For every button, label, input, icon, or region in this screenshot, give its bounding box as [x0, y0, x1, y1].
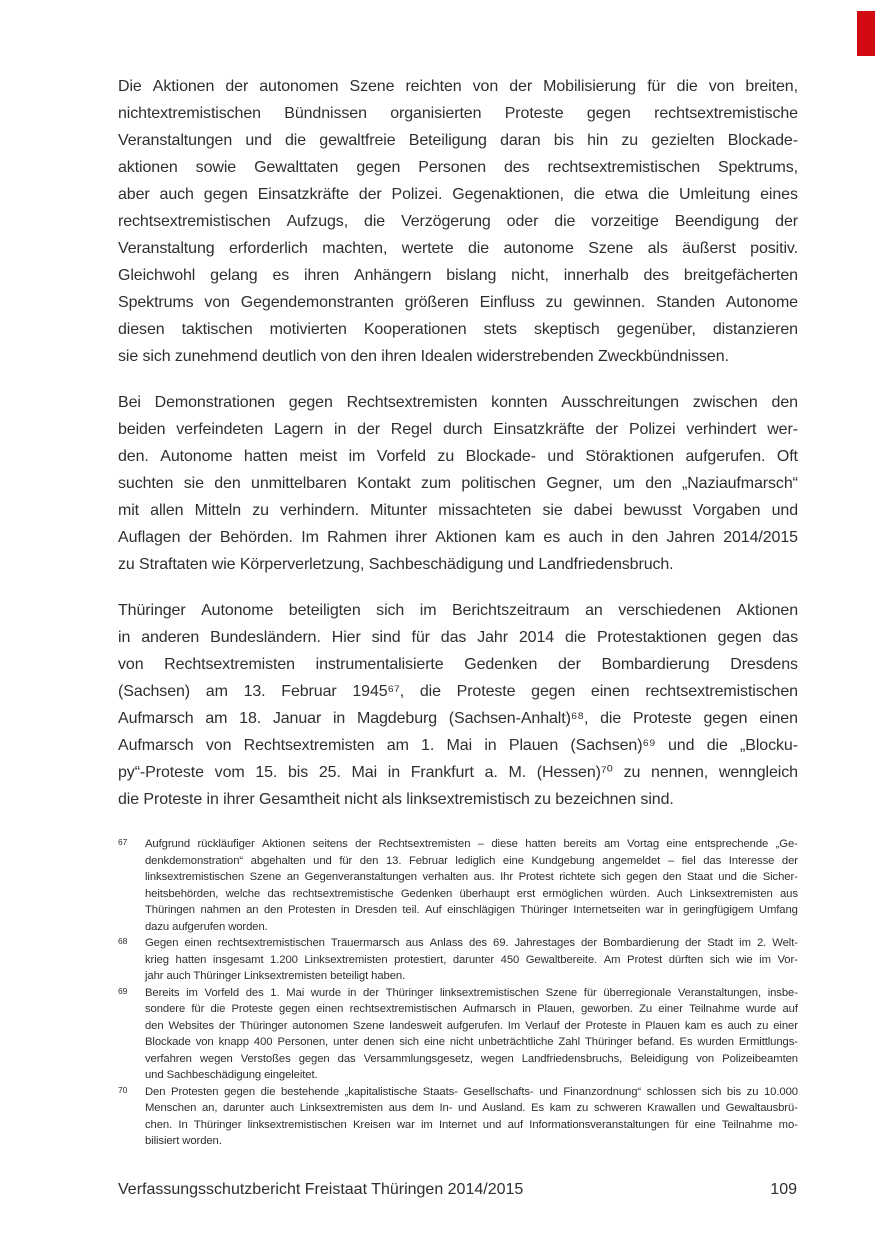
- text-line: Aufmarsch am 18. Januar in Magdeburg (Sachsen-Anhalt)⁶⁸, die Proteste gegen einen: [118, 710, 798, 727]
- paragraph: [118, 597, 798, 813]
- text-line: denkdemonstration“ abgehalten und für den 13. Februar lediglich eine Kundgebung angemeldet – fiel das Interesse der: [145, 854, 798, 867]
- footnote: [118, 935, 798, 985]
- text-line: die Proteste in ihrer Gesamtheit nicht als linksextremistisch zu bezeichnen sind.: [118, 791, 674, 808]
- footnote-text: [145, 935, 798, 985]
- text-line: (Sachsen) am 13. Februar 1945⁶⁷, die Proteste gegen einen rechtsextremistischen: [118, 683, 798, 700]
- text-line: rechtsextremistischen Aufzugs, die Verzögerung oder die vorzeitige Beendigung der: [118, 213, 798, 230]
- text-line: Aufgrund rückläufiger Aktionen seitens der Rechtsextremisten – diese hatten bereits am Vortag eine entsprechende „Ge-: [145, 838, 798, 850]
- text-line: Gleichwohl gelang es ihren Anhängern bislang nicht, innerhalb des breitgefächerten: [118, 267, 798, 284]
- text-line: Spektrums von Gegendemonstranten größeren Einfluss zu gewinnen. Standen Autonome: [118, 294, 798, 311]
- chapter-tab: [857, 11, 875, 56]
- text-line: dazu aufgerufen worden.: [145, 920, 268, 933]
- footnote-number: 67: [118, 837, 128, 847]
- text-line: diesen taktischen motivierten Kooperationen stets skeptisch gegenüber, distanzieren: [118, 321, 798, 338]
- text-line: und Sachbeschädigung eingeleitet.: [145, 1069, 318, 1081]
- footnotes: [118, 836, 798, 1150]
- footnote: [118, 985, 798, 1084]
- paragraph: [118, 389, 798, 578]
- text-line: beiden verfeindeten Lagern in der Regel durch Einsatzkräfte der Polizei verhindert wer-: [118, 421, 798, 438]
- footnote-number: 69: [118, 985, 128, 996]
- footnote: [118, 836, 798, 935]
- text-line: sondere für die Proteste gegen einen rechtsextremistischen Aufmarsch in Plauen, geworben. Zu einer Teilnahme wurde auf: [145, 1003, 798, 1015]
- paragraph: [118, 73, 798, 370]
- text-line: Bei Demonstrationen gegen Rechtsextremisten konnten Ausschreitungen zwischen den: [118, 394, 798, 411]
- text-line: Aufmarsch von Rechtsextremisten am 1. Mai in Plauen (Sachsen)⁶⁹ und die „Blocku-: [118, 737, 798, 754]
- footnote-number: 68: [118, 936, 128, 946]
- footnote-text: [145, 1084, 798, 1150]
- text-line: den Websites der Thüringer autonomen Szene landesweit aufgerufen. Im Verlauf der Proteste in Plauen kam es auch zu einer: [145, 1019, 798, 1032]
- text-line: Menschen an, darunter auch Linksextremisten aus dem In- und Ausland. Es kam zu schweren Krawallen und Gewaltausbrü-: [145, 1102, 798, 1114]
- text-line: jahr auch Thüringer Linksextremisten beteiligt haben.: [145, 970, 406, 982]
- text-line: nichtextremistischen Bündnissen organisierten Proteste gegen rechtsextremistische: [118, 105, 798, 122]
- text-line: zu Straftaten wie Körperverletzung, Sachbeschädigung und Landfriedensbruch.: [118, 556, 674, 573]
- page-footer: [118, 1180, 797, 1200]
- text-line: mit allen Mitteln zu verhindern. Mitunter missachteten sie dabei bewusst Vorgaben und: [118, 502, 798, 519]
- text-line: chen. In Thüringer linksextremistischen Kreisen war im Internet und auf Informationsveranstaltungen für eine Teilnahme mo-: [145, 1118, 798, 1131]
- text-line: Auflagen der Behörden. Im Rahmen ihrer Aktionen kam es auch in den Jahren 2014/2015: [118, 529, 798, 546]
- text-line: von Rechtsextremisten instrumentalisierte Gedenken der Bombardierung Dresdens: [118, 656, 798, 673]
- text-line: sie sich zunehmend deutlich von den ihren Idealen widerstrebenden Zweckbündnissen.: [118, 348, 729, 365]
- footnote-text: [145, 985, 798, 1084]
- text-line: Die Aktionen der autonomen Szene reichten von der Mobilisierung für die von breiten,: [118, 78, 798, 95]
- text-line: Bereits im Vorfeld des 1. Mai wurde in der Thüringer linksextremistischen Szene für überregionale Veranstaltungen, insbe-: [145, 986, 798, 999]
- text-line: aber auch gegen Einsatzkräfte der Polizei. Gegenaktionen, die etwa die Umleitung eines: [118, 186, 798, 203]
- footnote-text: [145, 836, 798, 935]
- text-line: bilisiert worden.: [145, 1135, 222, 1147]
- text-line: den. Autonome hatten meist im Vorfeld zu Blockade- und Störaktionen aufgerufen. Oft: [118, 448, 798, 465]
- page-number: 109: [770, 1181, 797, 1198]
- text-line: Blockade von knapp 400 Personen, unter denen sich eine nicht unbeträchtliche Zahl Thüringer befand. Es wurden Ermittlungs-: [145, 1036, 798, 1048]
- text-line: Den Protesten gegen die bestehende „kapitalistische Staats- Gesellschafts- und Finanzordnung“ schlossen sich bis zu 10.000: [145, 1085, 798, 1098]
- text-line: verfahren wegen Verstoßes gegen das Versammlungsgesetz, wegen Landfriedensbruchs, Beleidigung von Polizeibeamten: [145, 1052, 798, 1065]
- text-line: in anderen Bundesländern. Hier sind für das Jahr 2014 die Protestaktionen gegen das: [118, 629, 798, 646]
- text-line: suchten sie den unmittelbaren Kontakt zum politischen Gegner, um den „Naziaufmarsch“: [118, 475, 798, 492]
- text-line: Gegen einen rechtsextremistischen Trauermarsch aus Anlass des 69. Jahrestages der Bombardierung der Stadt im 2. Welt-: [145, 937, 798, 949]
- text-line: Thüringer Autonome beteiligten sich im Berichtszeitraum an verschiedenen Aktionen: [118, 602, 798, 619]
- text-line: Thüringen nahmen an den Protesten in Dresden teil. Auf einschlägigen Thüringer Internetseiten war in geringfügigem Umfang: [145, 904, 798, 916]
- text-line: aktionen sowie Gewalttaten gegen Personen des rechtsextremistischen Spektrums,: [118, 159, 798, 176]
- body-paragraphs: [118, 73, 798, 832]
- footnote-number: 70: [118, 1084, 128, 1095]
- footnote: [118, 1084, 798, 1150]
- text-line: heitsbehörden, welche das rechtsextremistische Gedenken überhaupt erst ermöglichen würden. Auch Linksextremisten aus: [145, 887, 798, 900]
- text-line: linksextremistischen Szene an Gegenveranstaltungen verhalten aus. Ihr Protest richtete sich gegen den Staat und die Sicher-: [145, 871, 798, 883]
- text-line: krieg hatten insgesamt 1.200 Linksextremisten protestiert, darunter 450 Gewaltbereite. Am Protest dürften sich wie im Vor-: [145, 953, 798, 966]
- footer-title: Verfassungsschutzbericht Freistaat Thüringen 2014/2015: [118, 1181, 524, 1198]
- text-line: Veranstaltung erforderlich machten, wertete die autonome Szene als äußerst positiv.: [118, 240, 798, 257]
- text-line: py“-Proteste vom 15. bis 25. Mai in Frankfurt a. M. (Hessen)⁷⁰ zu nennen, wenngleich: [118, 764, 798, 781]
- text-line: Veranstaltungen und die gewaltfreie Beteiligung daran bis hin zu gezielten Blockade-: [118, 132, 798, 149]
